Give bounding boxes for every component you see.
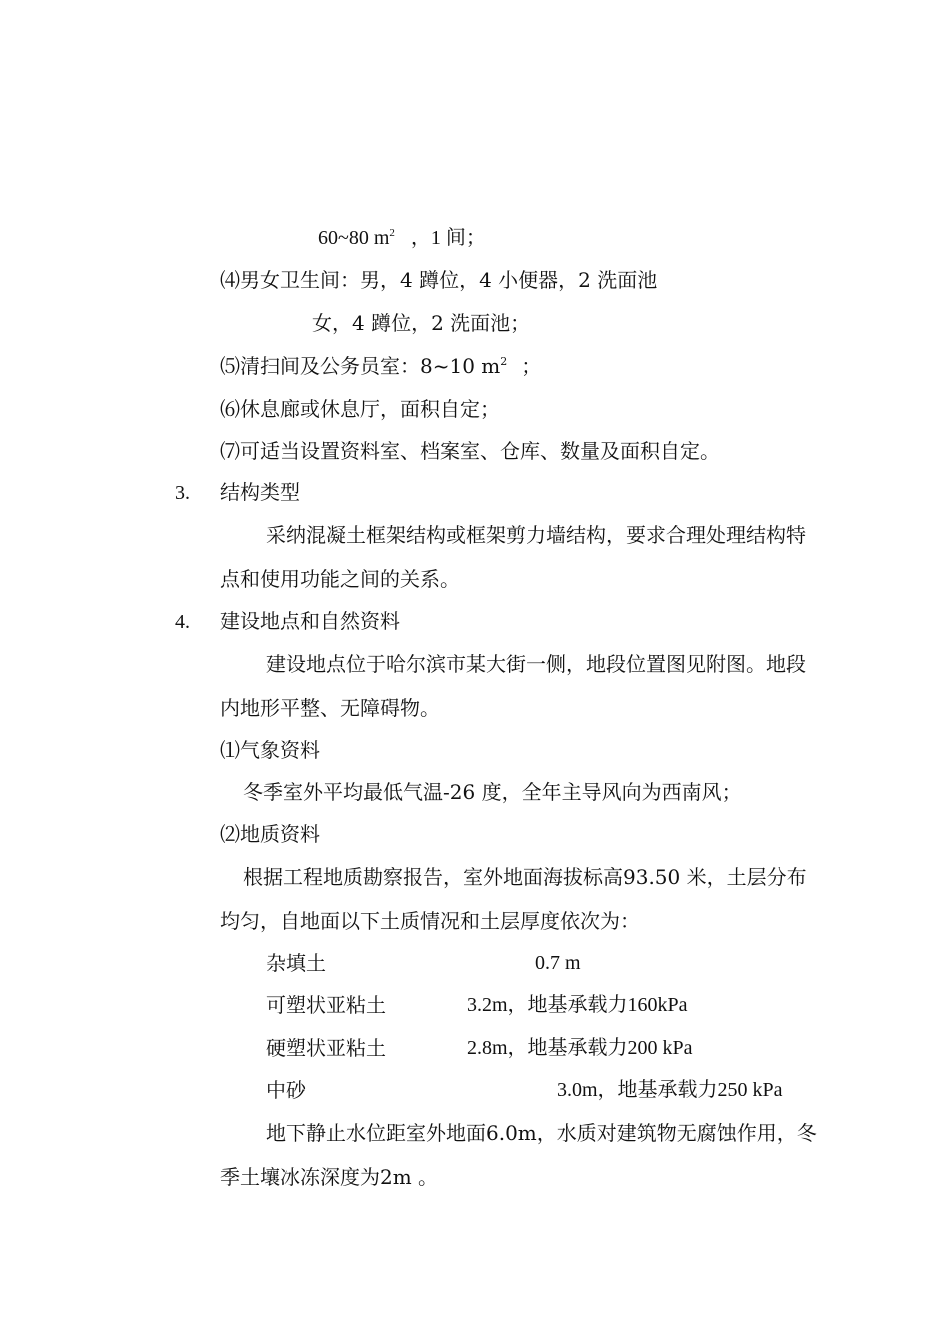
section-3-para: 采纳混凝土框架结构或框架剪力墙结构，要求合理处理结构特 [266,523,806,547]
groundwater-para-cont: 季土壤冰冻深度为2m 。 [220,1165,439,1189]
room-area-line [318,228,486,248]
section-4-para: 建设地点位于哈尔滨市某大街一侧，地段位置图见附图。地段 [266,652,806,676]
cleaning-rest: ； [521,354,542,378]
climate-text: 冬季室外平均最低气温-26 度，全年主导风向为西南风； [243,780,742,804]
area-text: 60~80 m [318,227,390,249]
superscript: 2 [389,227,395,239]
storage-line: ⑺可适当设置资料室、档案室、仓库、数量及面积自定。 [220,439,720,463]
soil-name: 可塑状亚粘土 [266,993,386,1017]
restroom-women-line: 女，4 蹲位，2 洗面池； [312,311,531,335]
soil-name: 硬塑状亚粘土 [266,1036,386,1060]
soil-value: 3.2m，地基承载力160kPa [467,994,688,1016]
soil-name: 杂填土 [266,951,326,975]
cleaning-room-line [220,356,541,376]
climate-title: ⑴气象资料 [220,738,320,762]
lounge-line: ⑹休息廊或休息厅，面积自定； [220,397,500,421]
cleaning-text: ⑸清扫间及公务员室：8~10 m [220,354,501,378]
soil-name: 中砂 [266,1078,306,1102]
superscript: 2 [500,355,508,368]
section-3-title: 结构类型 [220,480,300,504]
section-4-number: 4. [175,611,190,633]
soil-value: 2.8m，地基承载力200 kPa [467,1037,693,1059]
geology-para-cont: 均匀，自地面以下土质情况和土层厚度依次为： [220,909,640,933]
geology-title: ⑵地质资料 [220,822,320,846]
soil-value: 0.7 m [535,952,581,974]
groundwater-para: 地下静止水位距室外地面6.0m，水质对建筑物无腐蚀作用，冬 [266,1121,817,1145]
geology-para: 根据工程地质勘察报告，室外地面海拔标高93.50 米，土层分布 [243,865,807,889]
restroom-line: ⑷男女卫生间：男，4 蹲位，4 小便器，2 洗面池 [220,268,658,292]
section-3-para-cont: 点和使用功能之间的关系。 [220,567,460,591]
soil-value: 3.0m，地基承载力250 kPa [557,1079,783,1101]
area-rest: ，1 间； [410,227,486,249]
section-4-para-cont: 内地形平整、无障碍物。 [220,696,440,720]
section-4-title: 建设地点和自然资料 [220,609,400,633]
section-3-number: 3. [175,482,190,504]
